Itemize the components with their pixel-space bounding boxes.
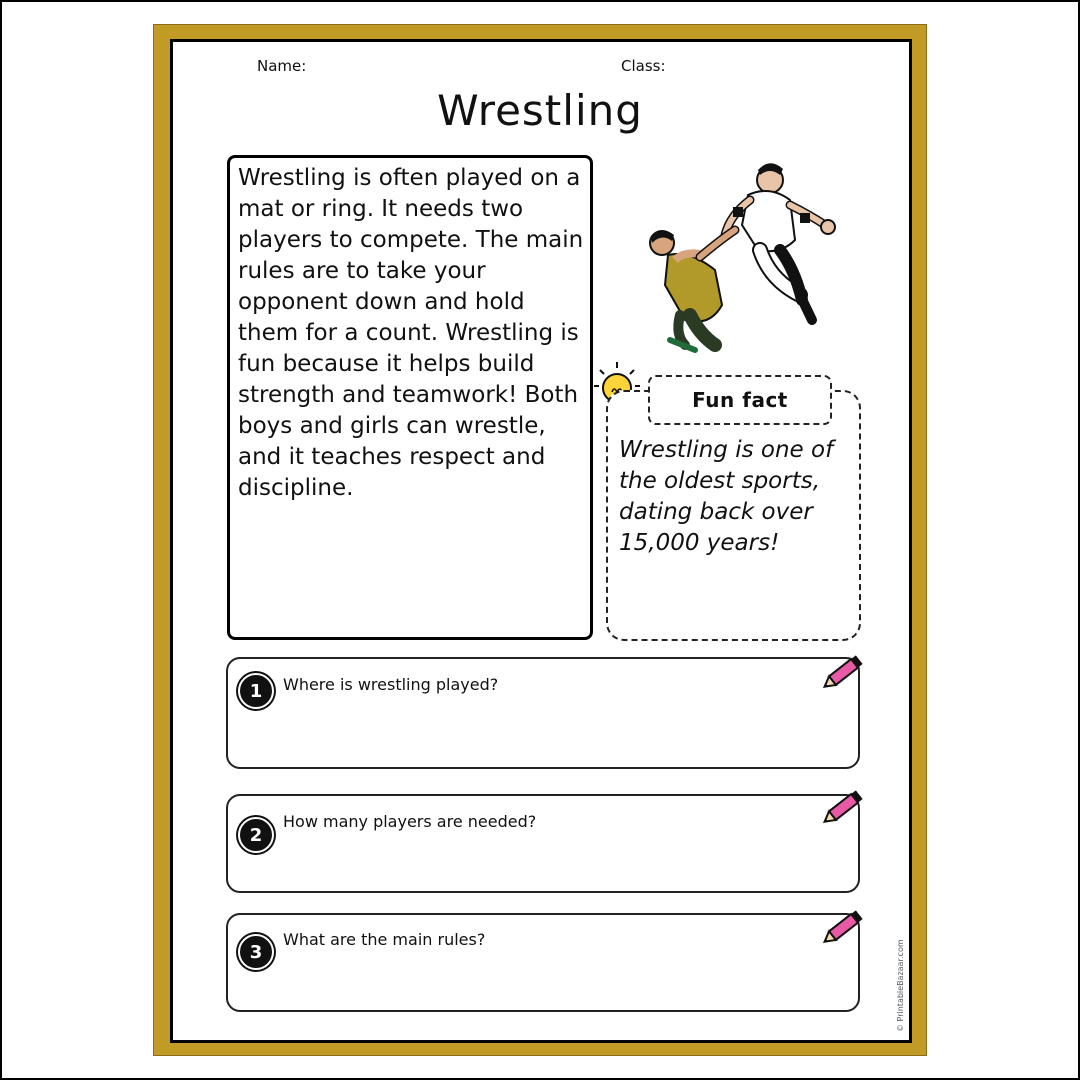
passage-text: Wrestling is often played on a mat or ring. It needs two players to compete. The main rules are to take your opponent down and hold them for a count. Wrestling is fun because it helps build strength and teamwork! Both boys and girls can wrestle, and it teaches respect and discipline. <box>238 165 584 501</box>
question-3-text: What are the main rules? <box>283 930 486 949</box>
fun-fact-label: Fun fact <box>648 375 832 425</box>
class-label: Class: <box>621 57 666 75</box>
question-1-answer-box[interactable] <box>226 657 860 769</box>
question-1-number: 1 <box>238 673 274 709</box>
pencil-icon <box>818 650 868 696</box>
fun-fact-text: Wrestling is one of the oldest sports, dating back over 15,000 years! <box>619 437 834 556</box>
page-title: Wrestling <box>437 86 643 135</box>
question-1-text: Where is wrestling played? <box>283 675 499 694</box>
name-label: Name: <box>257 57 307 75</box>
wrestlers-illustration <box>630 155 845 360</box>
question-2-answer-box[interactable] <box>226 794 860 893</box>
pencil-icon <box>818 785 868 831</box>
watermark: © PrintableBazaar.com <box>896 939 905 1032</box>
question-2-number: 2 <box>238 817 274 853</box>
question-2-text: How many players are needed? <box>283 812 537 831</box>
pencil-icon <box>818 905 868 951</box>
question-3-number: 3 <box>238 934 274 970</box>
question-3-answer-box[interactable] <box>226 913 860 1012</box>
